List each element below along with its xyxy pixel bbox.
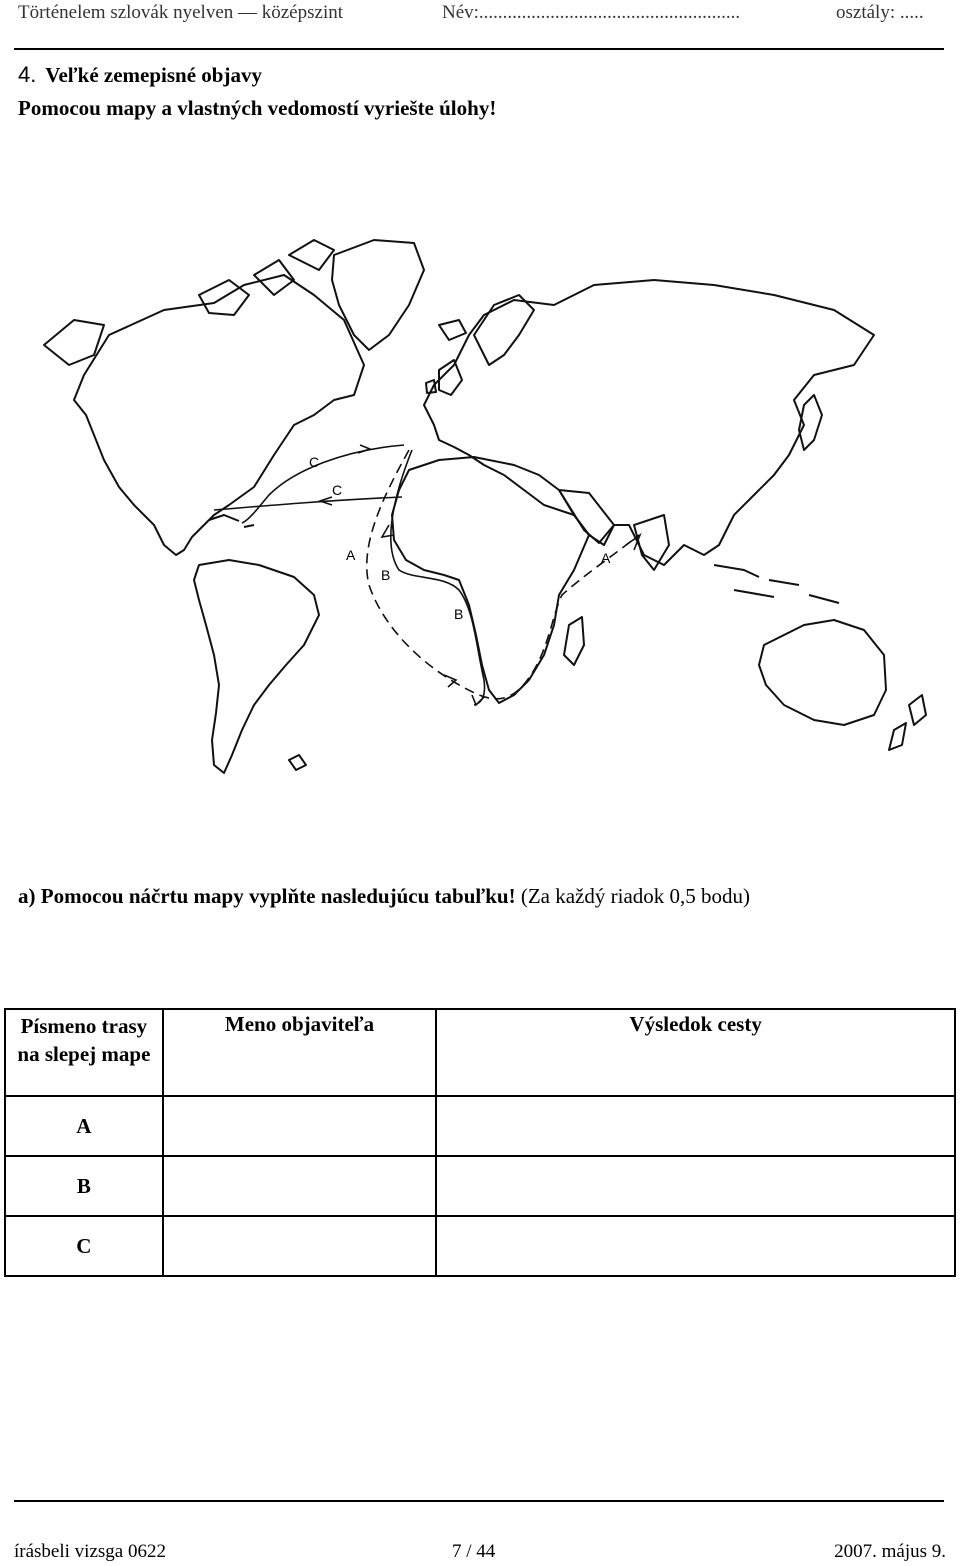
page-header — [18, 0, 943, 30]
footer-page-number: 7 / 44 — [452, 1541, 496, 1562]
route-label-b-2: B — [454, 606, 464, 622]
north-america-outline — [74, 275, 364, 555]
greenland-outline — [332, 240, 424, 350]
row-letter: B — [5, 1156, 163, 1216]
result-cell[interactable] — [436, 1096, 955, 1156]
task-title: Veľké zemepisné objavy — [45, 63, 262, 87]
result-cell[interactable] — [436, 1216, 955, 1276]
footer-date: 2007. május 9. — [834, 1541, 946, 1562]
iceland-outline — [439, 320, 466, 340]
route-label-b-1: B — [381, 567, 391, 583]
answer-table — [4, 1008, 956, 1277]
australia-outline — [759, 620, 886, 725]
header-result: Výsledok cesty — [436, 1009, 955, 1096]
footer-rule — [14, 1500, 944, 1502]
africa-outline — [392, 457, 589, 703]
header-rule — [14, 48, 944, 50]
row-letter: A — [5, 1096, 163, 1156]
table-row — [5, 1096, 955, 1156]
task-heading — [18, 62, 262, 88]
header-explorer: Meno objaviteľa — [163, 1009, 436, 1096]
route-label-c-2: C — [332, 482, 343, 498]
route-label-a-1: A — [346, 547, 356, 563]
route-b-path — [391, 450, 485, 705]
route-c-return — [214, 497, 402, 510]
route-label-c-1: C — [309, 454, 320, 470]
explorer-cell[interactable] — [163, 1096, 436, 1156]
header-class-field: osztály: ..... — [836, 2, 924, 23]
explorer-cell[interactable] — [163, 1156, 436, 1216]
table-header-row — [5, 1009, 955, 1096]
table-row — [5, 1156, 955, 1216]
page-footer — [14, 1541, 946, 1566]
south-america-outline — [194, 560, 319, 773]
world-map — [14, 225, 946, 803]
header-route-letter: Písmeno trasy na slepej mape — [5, 1009, 163, 1096]
madagascar-outline — [564, 617, 584, 665]
arabia-outline — [559, 490, 614, 543]
eurasia-outline — [424, 280, 874, 565]
task-number: 4. — [18, 62, 37, 87]
new-zealand-outline — [889, 695, 926, 750]
explorer-cell[interactable] — [163, 1216, 436, 1276]
question-label: a) Pomocou náčrtu mapy vyplňte nasledujúcu tabuľku! — [18, 884, 516, 908]
points-note: (Za každý riadok 0,5 bodu) — [520, 884, 751, 908]
question-a — [18, 884, 750, 909]
india-outline — [634, 515, 669, 570]
result-cell[interactable] — [436, 1156, 955, 1216]
header-subject: Történelem szlovák nyelven — középszint — [18, 2, 344, 23]
caribbean-outline — [209, 515, 254, 527]
arctic-islands-outline — [199, 240, 334, 315]
route-label-a-2: A — [601, 550, 611, 566]
indonesia-outline — [714, 565, 839, 603]
header-name-field: Név:....................................................... — [442, 2, 741, 23]
row-letter: C — [5, 1216, 163, 1276]
falklands-outline — [289, 755, 306, 770]
task-instruction: Pomocou mapy a vlastných vedomostí vyriešte úlohy! — [18, 96, 497, 120]
footer-exam: írásbeli vizsga 0622 — [14, 1541, 166, 1562]
table-row — [5, 1216, 955, 1276]
